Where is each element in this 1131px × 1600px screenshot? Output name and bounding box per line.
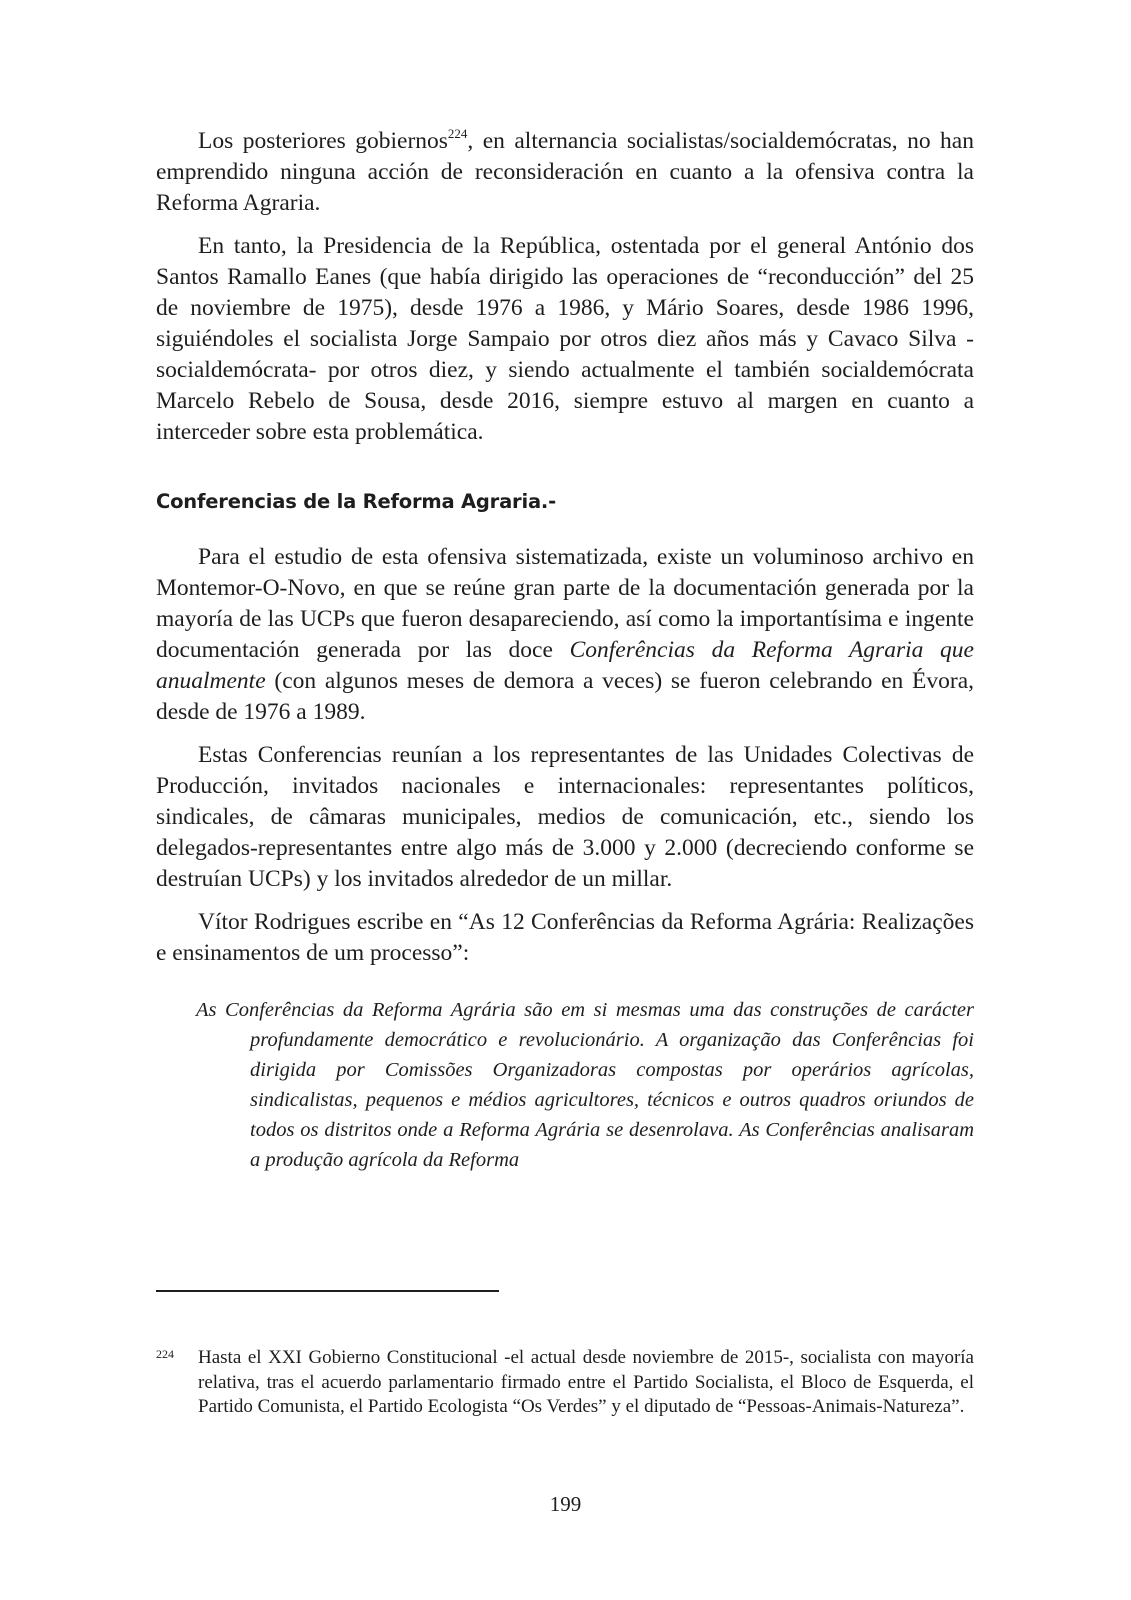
paragraph-archivo-start: Para el estudio de esta ofensiva sistematizada, existe un voluminoso archivo en Montemor-O-Novo, en que se reúne gran parte de la documentación generada por la mayoría de las UCPs que fueron desapareciendo, así como la importantísima e ingente documentación generada por las doce [156, 544, 974, 663]
paragraph-presidencia: En tanto, la Presidencia de la República, ostentada por el general António dos Santos Ramallo Eanes (que había dirigido las operaciones de “reconducción” del 25 de noviembre de 1975), desde 1976 a 1986, y Mário Soares, desde 1986 1996, siguiéndoles el socialista Jorge Sampaio por otros diez años más y Cavaco Silva -socialdemócrata- por otros diez, y siendo actualmente el también socialdemócrata Marcelo Rebelo de Sousa, desde 2016, siempre estuvo al margen en cuanto a interceder sobre esta problemática. [156, 233, 974, 445]
paragraph-archivo [156, 542, 974, 728]
paragraph-gobiernos-start: Los posteriores gobiernos [198, 128, 448, 154]
paragraph-archivo-rest: (con algunos meses de demora a veces) se fueron celebrando en Évora, desde de 1976 a 1989. [156, 668, 974, 725]
footnote-224 [156, 1346, 974, 1420]
block-quote: As Conferências da Reforma Agrária são em si mesmas uma das construções de carácter profundamente democrático e revolucionário. A organização das Conferências foi dirigida por Comissões Organizadoras compostas por operários agrícolas, sindicalistas, pequenos e médios agricultores, técnicos e outros quadros oriundos de todos os distritos onde a Reforma Agrária se desenrolava. As Conferências analisaram a produção agrícola da Reforma [196, 999, 974, 1171]
footnote-reference-224[interactable]: 224 [447, 126, 468, 141]
page-number: 199 [549, 1492, 582, 1516]
paragraph-vitor-rodrigues: Vítor Rodrigues escribe en “As 12 Conferências da Reforma Agrária: Realizações e ensinamentos de um processo”: [156, 909, 974, 966]
paragraph-representantes: Estas Conferencias reunían a los representantes de las Unidades Colectivas de Producción, invitados nacionales e internacionales: representantes políticos, sindicales, de câmaras municipales, medios de comunicación, etc., siendo los delegados-representantes entre algo más de 3.000 y 2.000 (decreciendo conforme se destruían UCPs) y los invitados alrededor de un millar. [156, 742, 974, 892]
paragraph-gobiernos [156, 126, 974, 219]
footnote-number: 224 [156, 1347, 174, 1361]
section-heading-conferencias: Conferencias de la Reforma Agraria.- [156, 490, 557, 513]
footnote-divider [156, 1290, 499, 1292]
paragraph-gobiernos-rest: , en alternancia socialistas/socialdemócratas, no han emprendido ninguna acción de reconsideración en cuanto a la ofensiva contra la Reforma Agraria. [156, 128, 974, 216]
conferencias-title-italic: Conferências da Reforma Agraria que anualmente [156, 637, 974, 694]
footnote-text: Hasta el XXI Gobierno Constitucional -el actual desde noviembre de 2015-, socialista con mayoría relativa, tras el acuerdo parlamentario firmado entre el Partido Socialista, el Bloco de Esquerda, el Partido Comunista, el Partido Ecologista “Os Verdes” y el diputado de “Pessoas-Animais-Natureza”. [198, 1347, 974, 1417]
page-body [156, 126, 974, 1175]
